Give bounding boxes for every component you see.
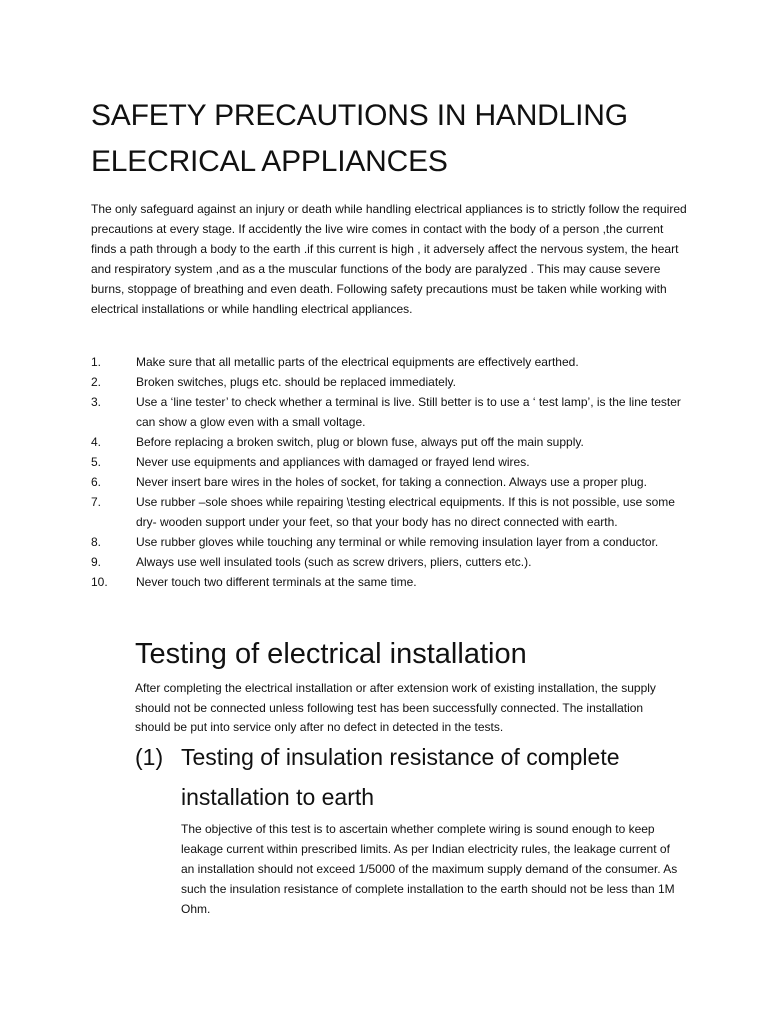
list-item-text: Never use equipments and appliances with damaged or frayed lend wires. xyxy=(136,455,530,469)
list-item-text: Never touch two different terminals at the same time. xyxy=(136,575,417,589)
list-item-number: 7. xyxy=(91,495,102,509)
list-item xyxy=(91,352,691,372)
intro-paragraph: The only safeguard against an injury or death while handling electrical appliances is to strictly follow the required precautions at every stage. If accidently the live wire comes in contact with the body of a person ,the current finds a path through a body to the earth .if this current is high , it adversely affect the nervous system, the heart and respiratory system ,and as a the muscular functions of the body are paralyzed . This may cause severe burns, stoppage of breathing and even death. Following safety precautions must be taken while working with electrical installations or while handling electrical appliances. xyxy=(91,202,687,316)
list-item xyxy=(91,532,691,552)
list-item-number: 5. xyxy=(91,455,102,469)
list-item xyxy=(91,472,691,492)
document-title: SAFETY PRECAUTIONS IN HANDLING ELECRICAL APPLIANCES xyxy=(91,99,628,178)
list-item-number: 2. xyxy=(91,375,102,389)
list-item-text: Use rubber –sole shoes while repairing \testing electrical equipments. If this is not possible, use some dry- wooden support under your feet, so that your body has no direct connected with earth. xyxy=(136,495,675,529)
list-item xyxy=(91,552,691,572)
list-item-number: 10. xyxy=(91,575,108,589)
list-item-text: Never insert bare wires in the holes of socket, for taking a connection. Always use a proper plug. xyxy=(136,475,647,489)
list-item-text: Use a ‘line tester’ to check whether a terminal is live. Still better is to use a ‘ test lamp’, is the line tester can show a glow even with a small voltage. xyxy=(136,395,681,429)
list-item-number: 3. xyxy=(91,395,102,409)
list-item-text: Broken switches, plugs etc. should be replaced immediately. xyxy=(136,375,456,389)
list-item xyxy=(91,372,691,392)
section-intro-paragraph: After completing the electrical installation or after extension work of existing installation, the supply should not be connected unless following test has been successfully connected. The installation should be put into service only after no defect in detected in the tests. xyxy=(135,681,656,734)
list-item xyxy=(91,452,691,472)
subsection-heading: Testing of insulation resistance of complete installation to earth xyxy=(181,744,620,810)
list-item-number: 1. xyxy=(91,355,102,369)
list-item-number: 4. xyxy=(91,435,102,449)
section-heading: Testing of electrical installation xyxy=(135,638,527,670)
list-item xyxy=(91,492,691,532)
list-item-number: 8. xyxy=(91,535,102,549)
list-item xyxy=(91,572,691,592)
list-item-number: 9. xyxy=(91,555,102,569)
subsection-paragraph: The objective of this test is to ascertain whether complete wiring is sound enough to keep leakage current within prescribed limits. As per Indian electricity rules, the leakage current of an installation should not exceed 1/5000 of the maximum supply demand of the consumer. As such the insulation resistance of complete installation to the earth should not be less than 1M Ohm. xyxy=(181,822,678,916)
list-item xyxy=(91,432,691,452)
list-item-text: Before replacing a broken switch, plug or blown fuse, always put off the main supply. xyxy=(136,435,584,449)
list-item-text: Make sure that all metallic parts of the electrical equipments are effectively earthed. xyxy=(136,355,579,369)
subsection-number: (1) xyxy=(135,744,164,770)
list-item xyxy=(91,392,691,432)
list-item-text: Always use well insulated tools (such as screw drivers, pliers, cutters etc.). xyxy=(136,555,532,569)
list-item-text: Use rubber gloves while touching any terminal or while removing insulation layer from a conductor. xyxy=(136,535,659,549)
list-item-number: 6. xyxy=(91,475,102,489)
precautions-list xyxy=(91,352,691,592)
